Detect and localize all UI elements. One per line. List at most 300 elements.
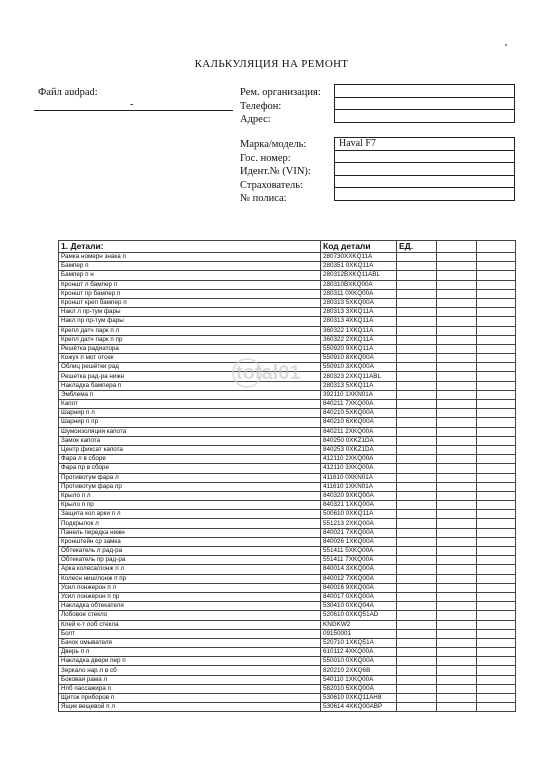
part-empty-cell xyxy=(477,510,516,519)
document-title: КАЛЬКУЛЯЦИЯ НА РЕМОНТ xyxy=(194,58,349,70)
part-empty-cell xyxy=(437,344,477,353)
part-code: 280311 0XKQ00A xyxy=(321,289,397,298)
part-empty-cell xyxy=(477,262,516,271)
part-name: Замок капота xyxy=(59,436,321,445)
part-code: 820210 2XKQ6B xyxy=(321,666,397,675)
table-row xyxy=(59,436,516,445)
part-empty-cell xyxy=(477,501,516,510)
parts-header-row xyxy=(59,241,516,253)
part-empty-cell xyxy=(437,574,477,583)
part-name: Бампер п н xyxy=(59,271,321,280)
part-code: 411610 1XKN01A xyxy=(321,482,397,491)
part-code: 840017 0XKQ00A xyxy=(321,592,397,601)
part-empty-cell xyxy=(477,565,516,574)
part-code: 840320 9XKQ00A xyxy=(321,491,397,500)
part-name: Рамка номерн знака п xyxy=(59,253,321,262)
part-empty-cell xyxy=(437,657,477,666)
part-empty-cell xyxy=(397,372,437,381)
part-empty-cell xyxy=(397,344,437,353)
vehicle-label-policy: № полиса: xyxy=(240,193,287,204)
org-values-box xyxy=(334,84,515,123)
part-empty-cell xyxy=(397,583,437,592)
table-row xyxy=(59,418,516,427)
part-empty-cell xyxy=(477,271,516,280)
part-empty-cell xyxy=(477,629,516,638)
part-empty-cell xyxy=(477,491,516,500)
part-empty-cell xyxy=(437,501,477,510)
part-code: 610112 4XKQ00A xyxy=(321,648,397,657)
part-empty-cell xyxy=(477,537,516,546)
table-row xyxy=(59,638,516,647)
part-empty-cell xyxy=(397,694,437,703)
part-empty-cell xyxy=(397,455,437,464)
part-empty-cell xyxy=(437,491,477,500)
part-code: 530614 4XKQ00ABP xyxy=(321,703,397,712)
part-empty-cell xyxy=(437,675,477,684)
part-name: Фара л в сборе xyxy=(59,455,321,464)
part-empty-cell xyxy=(477,354,516,363)
part-empty-cell xyxy=(437,409,477,418)
table-row xyxy=(59,289,516,298)
part-name: Боковая рама л xyxy=(59,675,321,684)
table-row xyxy=(59,648,516,657)
part-empty-cell xyxy=(477,556,516,565)
part-code: 500610 0XKQ11A xyxy=(321,510,397,519)
part-code: 551411 5XKQ00A xyxy=(321,547,397,556)
part-empty-cell xyxy=(437,381,477,390)
part-name: Крыло п пр xyxy=(59,501,321,510)
part-empty-cell xyxy=(437,583,477,592)
part-code: 280313 3XKQ11A xyxy=(321,308,397,317)
part-empty-cell xyxy=(437,418,477,427)
part-empty-cell xyxy=(437,445,477,454)
part-empty-cell xyxy=(437,547,477,556)
part-name: Кроншт пр бампер п xyxy=(59,289,321,298)
part-name: Решетка рад-ра нижн xyxy=(59,372,321,381)
part-empty-cell xyxy=(477,666,516,675)
part-empty-cell xyxy=(397,638,437,647)
table-row xyxy=(59,703,516,712)
table-row xyxy=(59,583,516,592)
part-code: 840026 1XKQ00A xyxy=(321,537,397,546)
part-code: 520710 1XKQ51A xyxy=(321,638,397,647)
part-empty-cell xyxy=(437,510,477,519)
part-empty-cell xyxy=(397,354,437,363)
org-label-phone: Телефон: xyxy=(240,100,282,112)
part-empty-cell xyxy=(397,326,437,335)
part-empty-cell xyxy=(397,473,437,482)
part-code: 530410 0XKQ04A xyxy=(321,602,397,611)
table-row xyxy=(59,684,516,693)
file-label: Файл audpad: xyxy=(38,87,98,98)
part-empty-cell xyxy=(477,289,516,298)
header-extra-1 xyxy=(437,241,477,253)
part-empty-cell xyxy=(477,427,516,436)
part-code: 412110 3XKQ00A xyxy=(321,464,397,473)
part-empty-cell xyxy=(397,648,437,657)
part-empty-cell xyxy=(397,556,437,565)
vehicle-label-plate: Гос. номер: xyxy=(240,152,291,164)
part-empty-cell xyxy=(477,473,516,482)
part-empty-cell xyxy=(477,684,516,693)
part-empty-cell xyxy=(397,510,437,519)
part-code: 280313 5XKQ00A xyxy=(321,298,397,307)
table-row xyxy=(59,317,516,326)
part-name: Обтекатель л рад-ра xyxy=(59,547,321,556)
part-name: Эмблема п xyxy=(59,390,321,399)
part-empty-cell xyxy=(437,648,477,657)
part-name: Арка колеса/лонж п л xyxy=(59,565,321,574)
table-row xyxy=(59,298,516,307)
part-empty-cell xyxy=(397,547,437,556)
table-row xyxy=(59,666,516,675)
part-empty-cell xyxy=(397,657,437,666)
part-code: 392110 1XKN01A xyxy=(321,390,397,399)
part-empty-cell xyxy=(437,519,477,528)
part-empty-cell xyxy=(397,390,437,399)
part-code: 840250 0XKZ1DA xyxy=(321,436,397,445)
vehicle-labels xyxy=(240,138,311,206)
part-empty-cell xyxy=(437,289,477,298)
part-empty-cell xyxy=(437,537,477,546)
part-empty-cell xyxy=(397,335,437,344)
part-empty-cell xyxy=(437,629,477,638)
part-empty-cell xyxy=(437,455,477,464)
part-empty-cell xyxy=(477,583,516,592)
part-empty-cell xyxy=(437,363,477,372)
part-empty-cell xyxy=(397,565,437,574)
part-name: Накл л пр-тум фары xyxy=(59,308,321,317)
part-name: Капот xyxy=(59,400,321,409)
part-code: 840321 1XKQ00A xyxy=(321,501,397,510)
table-row xyxy=(59,574,516,583)
vehicle-values-box xyxy=(334,137,515,201)
part-empty-cell xyxy=(477,482,516,491)
header-unit: ЕД. xyxy=(397,241,437,253)
part-empty-cell xyxy=(397,592,437,601)
table-row xyxy=(59,519,516,528)
table-row xyxy=(59,473,516,482)
part-empty-cell xyxy=(397,574,437,583)
part-code: 550010 0XKQ00A xyxy=(321,657,397,666)
part-empty-cell xyxy=(477,703,516,712)
part-code: 540110 1XKQ00A xyxy=(321,675,397,684)
part-empty-cell xyxy=(397,317,437,326)
part-empty-cell xyxy=(477,253,516,262)
part-code: 411610 0XKN01A xyxy=(321,473,397,482)
org-label-repair: Рем. организация: xyxy=(240,87,321,98)
table-row xyxy=(59,694,516,703)
table-row xyxy=(59,335,516,344)
part-code: 551213 2XKQ00A xyxy=(321,519,397,528)
part-empty-cell xyxy=(437,592,477,601)
part-name: Дверь п л xyxy=(59,648,321,657)
part-empty-cell xyxy=(397,445,437,454)
table-row xyxy=(59,280,516,289)
table-row xyxy=(59,409,516,418)
part-empty-cell xyxy=(437,400,477,409)
part-code: 550920 9XKQ11A xyxy=(321,344,397,353)
table-row xyxy=(59,547,516,556)
vehicle-label-vin: Идент.№ (VIN): xyxy=(240,166,311,177)
part-empty-cell xyxy=(397,675,437,684)
vehicle-value-insurer[interactable] xyxy=(335,175,515,188)
part-name: Усил лонжерон п пр xyxy=(59,592,321,601)
table-row xyxy=(59,565,516,574)
part-empty-cell xyxy=(437,602,477,611)
part-empty-cell xyxy=(477,409,516,418)
part-empty-cell xyxy=(397,280,437,289)
part-name: Накладка двери пер п xyxy=(59,657,321,666)
part-code: 840211 7XKQ00A xyxy=(321,400,397,409)
table-row xyxy=(59,455,516,464)
part-empty-cell xyxy=(437,528,477,537)
part-name: Защита кол арки п л xyxy=(59,510,321,519)
part-empty-cell xyxy=(397,427,437,436)
vehicle-label-model: Марка/модель: xyxy=(240,139,307,150)
parts-table xyxy=(58,240,516,712)
table-row xyxy=(59,262,516,271)
part-code: KNGKW2 xyxy=(321,620,397,629)
part-code: 840211 2XKQ00A xyxy=(321,427,397,436)
part-empty-cell xyxy=(477,326,516,335)
part-empty-cell xyxy=(477,335,516,344)
watermark: total01 xyxy=(236,362,301,384)
part-name: Крепл датч парк п пр xyxy=(59,335,321,344)
part-code: 280351 0XKQ11A xyxy=(321,262,397,271)
table-row xyxy=(59,482,516,491)
part-empty-cell xyxy=(477,280,516,289)
part-empty-cell xyxy=(397,253,437,262)
part-empty-cell xyxy=(397,602,437,611)
table-row xyxy=(59,675,516,684)
part-name: Ящик вещевой п л xyxy=(59,703,321,712)
part-empty-cell xyxy=(397,684,437,693)
table-row xyxy=(59,592,516,601)
vehicle-value-plate[interactable] xyxy=(335,150,515,163)
part-empty-cell xyxy=(397,262,437,271)
part-empty-cell xyxy=(477,298,516,307)
part-empty-cell xyxy=(437,611,477,620)
vehicle-value-vin[interactable] xyxy=(335,163,515,176)
part-empty-cell xyxy=(437,436,477,445)
part-empty-cell xyxy=(437,253,477,262)
part-code: 551411 7XKQ00A xyxy=(321,556,397,565)
part-empty-cell xyxy=(477,317,516,326)
part-code: 280313 4XKQ11A xyxy=(321,317,397,326)
part-name: Бампер п xyxy=(59,262,321,271)
part-name: Зеркало нар л в сб xyxy=(59,666,321,675)
part-empty-cell xyxy=(397,620,437,629)
part-empty-cell xyxy=(437,317,477,326)
part-code: 840021 7XKQ00A xyxy=(321,528,397,537)
table-row xyxy=(59,556,516,565)
part-name: Облиц решётки рад xyxy=(59,363,321,372)
table-row xyxy=(59,390,516,399)
part-empty-cell xyxy=(397,537,437,546)
org-label-address: Адрес: xyxy=(240,114,271,125)
table-row xyxy=(59,271,516,280)
part-empty-cell xyxy=(477,400,516,409)
part-empty-cell xyxy=(477,308,516,317)
part-empty-cell xyxy=(477,620,516,629)
part-empty-cell xyxy=(477,528,516,537)
part-empty-cell xyxy=(437,638,477,647)
part-empty-cell xyxy=(437,427,477,436)
org-value-repair[interactable] xyxy=(335,85,515,98)
part-empty-cell xyxy=(437,335,477,344)
header-extra-2 xyxy=(477,241,516,253)
table-row xyxy=(59,510,516,519)
part-empty-cell xyxy=(437,565,477,574)
part-name: Усил лонжерон п л xyxy=(59,583,321,592)
org-value-phone[interactable] xyxy=(335,97,515,110)
part-name: Кроншт л бампер п xyxy=(59,280,321,289)
table-row xyxy=(59,629,516,638)
org-value-address[interactable] xyxy=(335,110,515,123)
part-name: Подкрылок л xyxy=(59,519,321,528)
part-empty-cell xyxy=(437,620,477,629)
part-empty-cell xyxy=(477,657,516,666)
part-name: Щиток приборов п xyxy=(59,694,321,703)
part-code: 840210 5XKQ00A xyxy=(321,409,397,418)
part-empty-cell xyxy=(477,363,516,372)
part-name: Обтекатель пр рад-ра xyxy=(59,556,321,565)
part-name: Болт xyxy=(59,629,321,638)
part-name: Крыло п л xyxy=(59,491,321,500)
part-empty-cell xyxy=(397,409,437,418)
part-code: 09150001 xyxy=(321,629,397,638)
part-empty-cell xyxy=(397,308,437,317)
part-empty-cell xyxy=(397,703,437,712)
part-name: Центр фиксат капота xyxy=(59,445,321,454)
part-name: Фара пр в сборе xyxy=(59,464,321,473)
part-empty-cell xyxy=(437,703,477,712)
part-empty-cell xyxy=(477,592,516,601)
part-empty-cell xyxy=(477,436,516,445)
table-row xyxy=(59,308,516,317)
part-empty-cell xyxy=(437,262,477,271)
part-empty-cell xyxy=(437,684,477,693)
vehicle-value-model[interactable]: Haval F7 xyxy=(335,138,515,151)
table-row xyxy=(59,464,516,473)
part-empty-cell xyxy=(397,629,437,638)
part-name: Накл пр пр-тум фары xyxy=(59,317,321,326)
part-code: 520610 0XKQ51AD xyxy=(321,611,397,620)
part-empty-cell xyxy=(397,271,437,280)
part-name: Лобовое стекло xyxy=(59,611,321,620)
part-empty-cell xyxy=(477,390,516,399)
part-name: Крепл датч парк п л xyxy=(59,326,321,335)
part-name: Накладка обтекателя xyxy=(59,602,321,611)
part-empty-cell xyxy=(477,445,516,454)
part-empty-cell xyxy=(477,648,516,657)
table-row xyxy=(59,620,516,629)
part-code: 280313 5XKQ11A xyxy=(321,381,397,390)
part-empty-cell xyxy=(477,547,516,556)
part-name: Противотум фара пр xyxy=(59,482,321,491)
table-row xyxy=(59,501,516,510)
table-row xyxy=(59,528,516,537)
vehicle-value-policy[interactable] xyxy=(335,188,515,201)
part-empty-cell xyxy=(477,519,516,528)
part-empty-cell xyxy=(437,464,477,473)
part-code: 360322 2XKQ11A xyxy=(321,335,397,344)
part-empty-cell xyxy=(437,556,477,565)
part-code: 840253 0XKZ1DA xyxy=(321,445,397,454)
table-row xyxy=(59,657,516,666)
part-empty-cell xyxy=(477,694,516,703)
part-empty-cell xyxy=(397,666,437,675)
part-empty-cell xyxy=(397,528,437,537)
part-code: 840012 7XKQ00A xyxy=(321,574,397,583)
file-dash: - xyxy=(130,99,134,110)
part-empty-cell xyxy=(397,611,437,620)
part-empty-cell xyxy=(477,602,516,611)
table-row xyxy=(59,491,516,500)
part-empty-cell xyxy=(477,611,516,620)
header-code: Код детали xyxy=(321,241,397,253)
part-empty-cell xyxy=(477,381,516,390)
part-empty-cell xyxy=(397,289,437,298)
part-empty-cell xyxy=(397,491,437,500)
table-row xyxy=(59,537,516,546)
table-row xyxy=(59,326,516,335)
part-empty-cell xyxy=(437,390,477,399)
table-row xyxy=(59,602,516,611)
part-empty-cell xyxy=(477,574,516,583)
part-code: 360322 1XKQ11A xyxy=(321,326,397,335)
part-empty-cell xyxy=(397,501,437,510)
scan-dot xyxy=(505,44,507,46)
part-code: 550910 3XKQ00A xyxy=(321,363,397,372)
part-code: 280310BXKQ00A xyxy=(321,280,397,289)
part-name: Кронштейн ср замка xyxy=(59,537,321,546)
parts-table-body xyxy=(59,253,516,712)
part-empty-cell xyxy=(477,418,516,427)
part-name: Решётка радиатора xyxy=(59,344,321,353)
part-name: Кожух п мот отсек xyxy=(59,354,321,363)
header-parts: 1. Детали: xyxy=(59,241,321,253)
part-empty-cell xyxy=(437,271,477,280)
table-row xyxy=(59,611,516,620)
part-empty-cell xyxy=(477,464,516,473)
part-empty-cell xyxy=(437,280,477,289)
part-code: 280730XXKQ11A xyxy=(321,253,397,262)
part-code: 840016 9XKQ00A xyxy=(321,583,397,592)
part-empty-cell xyxy=(437,354,477,363)
part-name: Накладка бампера п xyxy=(59,381,321,390)
part-name: Кроншт креп бампер п xyxy=(59,298,321,307)
part-name: Нпб пассажира п xyxy=(59,684,321,693)
part-code: 840014 3XKQ00A xyxy=(321,565,397,574)
part-empty-cell xyxy=(437,666,477,675)
table-row xyxy=(59,427,516,436)
part-code: 550910 8XKQ00A xyxy=(321,354,397,363)
part-empty-cell xyxy=(397,482,437,491)
part-code: 280312BXKQ11ABL xyxy=(321,271,397,280)
part-empty-cell xyxy=(437,372,477,381)
part-code: 280323 2XKQ11ABL xyxy=(321,372,397,381)
table-row xyxy=(59,253,516,262)
part-empty-cell xyxy=(437,326,477,335)
part-empty-cell xyxy=(397,363,437,372)
org-labels xyxy=(240,86,321,127)
part-code: 412110 2XKQ00A xyxy=(321,455,397,464)
part-empty-cell xyxy=(397,464,437,473)
part-empty-cell xyxy=(397,298,437,307)
part-empty-cell xyxy=(437,308,477,317)
